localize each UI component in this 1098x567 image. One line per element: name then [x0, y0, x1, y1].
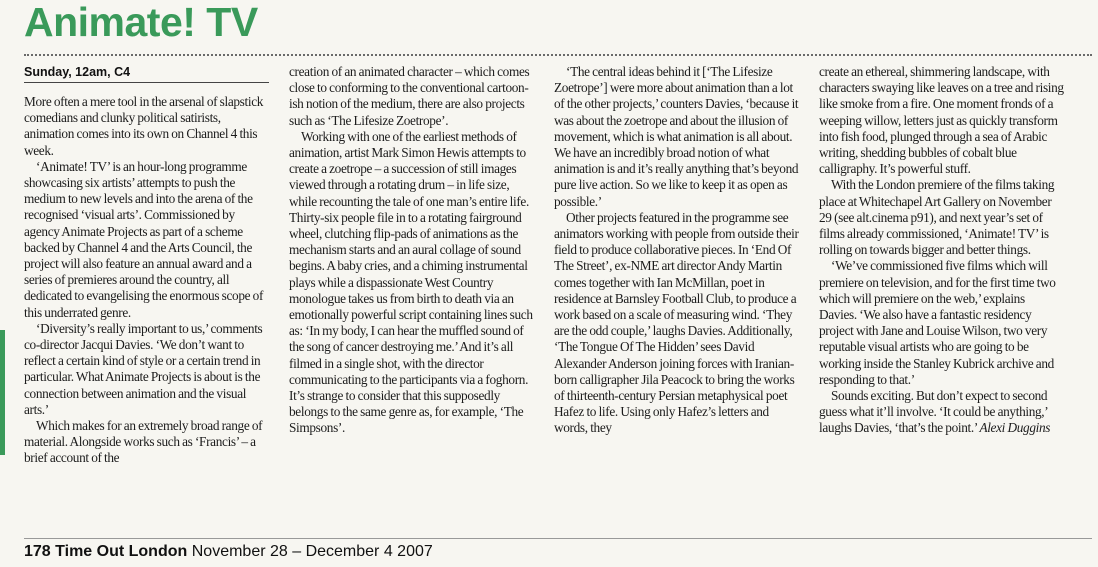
paragraph: create an ethereal, shimmering landscape, with characters swaying like leaves on a tree and rising like smoke from a fire. One moment fronds of a weeping willow, letters just as quickly transform into fish food, plunged through a sea of Arabic writing, shedding bubbles of cobalt blue calligraphy. It’s powerful stuff. — [819, 64, 1064, 177]
footer-dates: November 28 – December 4 2007 — [191, 543, 433, 560]
paragraph: ‘The central ideas behind it [‘The Lifesize Zoetrope’] were more about animation than a lot of the other projects,’ counters Davies, ‘because it was about the zoetrope and about the illusion of movement, which is what animation is all about. We have an incredibly broad notion of what animation is and it’s really anything that’s beyond pure live action. So we like to keep it as open as possible.’ — [554, 64, 799, 209]
paragraph: More often a mere tool in the arsenal of slapstick comedians and clunky political satirists, animation comes into its own on Channel 4 this week. — [24, 94, 264, 158]
paragraph: creation of an animated character – which comes close to conforming to the conventional cartoon-ish notion of the medium, there are also projects such as ‘The Lifesize Zoetrope’. — [289, 64, 530, 128]
headline: Animate! TV — [24, 0, 258, 45]
paragraph: With the London premiere of the films taking place at Whitechapel Art Gallery on November 29 (see alt.cinema p91), and next year’s set of films already commissioned, ‘Animate! TV’ is rolling on towards bigger and better things. — [819, 177, 1055, 258]
footer-rule — [24, 538, 1092, 539]
listing-rule — [24, 82, 269, 83]
paragraph: ‘Diversity’s really important to us,’ comments co-director Jacqui Davies. ‘We don’t want to reflect a certain kind of style or a certain trend in particular. What Animate Projects is about is the connection between animation and the visual arts.’ — [24, 320, 263, 417]
byline: Alexi Duggins — [979, 420, 1051, 436]
paragraph: Working with one of the earliest methods of animation, artist Mark Simon Hewis attempts to create a zoetrope – a succession of still images viewed through a rotating drum – in life size, while recounting the tale of one man’s entire life. Thirty-six people file in to a rotating fairground wheel, clutching flip-pads of animations as the mechanism starts and an aural collage of sound begins. A baby cries, and a chiming instrumental plays while a dispassionate West Country monologue takes us from birth to death via an emotionally powerful script containing lines such as: ‘In my body, I can hear the muffled sound of the song of cancer destroying me.’ And it’s all filmed in a single shot, with the director communicating to the participants via a foghorn. It’s strange to consider that this supposedly belongs to the same genre as, for example, ‘The Simpsons’. — [289, 128, 533, 436]
edge-color-mark — [0, 330, 5, 455]
paragraph-final — [819, 388, 1064, 437]
page-footer — [24, 542, 433, 562]
listing-time: Sunday, 12am, C4 — [24, 65, 131, 79]
column-4 — [819, 64, 1064, 437]
paragraph: Other projects featured in the programme see animators working with people from outside their field to produce collaborative pieces. In ‘End Of The Street’, ex-NME art director Andy Martin comes together with Ian McMillan, poet in residence at Barnsley Football Club, to produce a work based on a scale of measuring wind. ‘They are the odd couple,’ laughs Davies. Additionally, ‘The Tongue Of The Hidden’ sees David Alexander Anderson joining forces with Iranian-born calligrapher Jila Peacock to bring the works of thirteenth-century Persian metaphysical poet Hafez to life. Using only Hafez’s letters and words, they — [554, 209, 799, 436]
column-3 — [554, 64, 799, 437]
column-1 — [24, 94, 269, 467]
paragraph: ‘We’ve commissioned five films which will premiere on television, and for the first time two which will premiere on the web,’ explains Davies. ‘We also have a fantastic residency project with Jane and Louise Wilson, two very reputable visual artists who are going to be working inside the Stanley Kubrick archive and responding to that.’ — [819, 258, 1056, 387]
footer-publication: 178 Time Out London — [24, 543, 188, 560]
paragraph-final-text: Sounds exciting. But don’t expect to second guess what it’ll involve. ‘It could be anything,’ laughs Davies, ‘that’s the point.’ — [819, 388, 1048, 436]
column-2 — [289, 64, 534, 437]
paragraph: ‘Animate! TV’ is an hour-long programme showcasing six artists’ attempts to push the medium to new levels and into the arena of the recognised ‘visual arts’. Commissioned by agency Animate Projects as part of a scheme backed by Channel 4 and the Arts Council, the project will also feature an annual award and a series of premieres around the country, all dedicated to evangelising the enormous scope of this underrated genre. — [24, 158, 264, 320]
dotted-rule — [24, 54, 1092, 56]
paragraph: Which makes for an extremely broad range of material. Alongside works such as ‘Francis’ – a brief account of the — [24, 418, 263, 466]
